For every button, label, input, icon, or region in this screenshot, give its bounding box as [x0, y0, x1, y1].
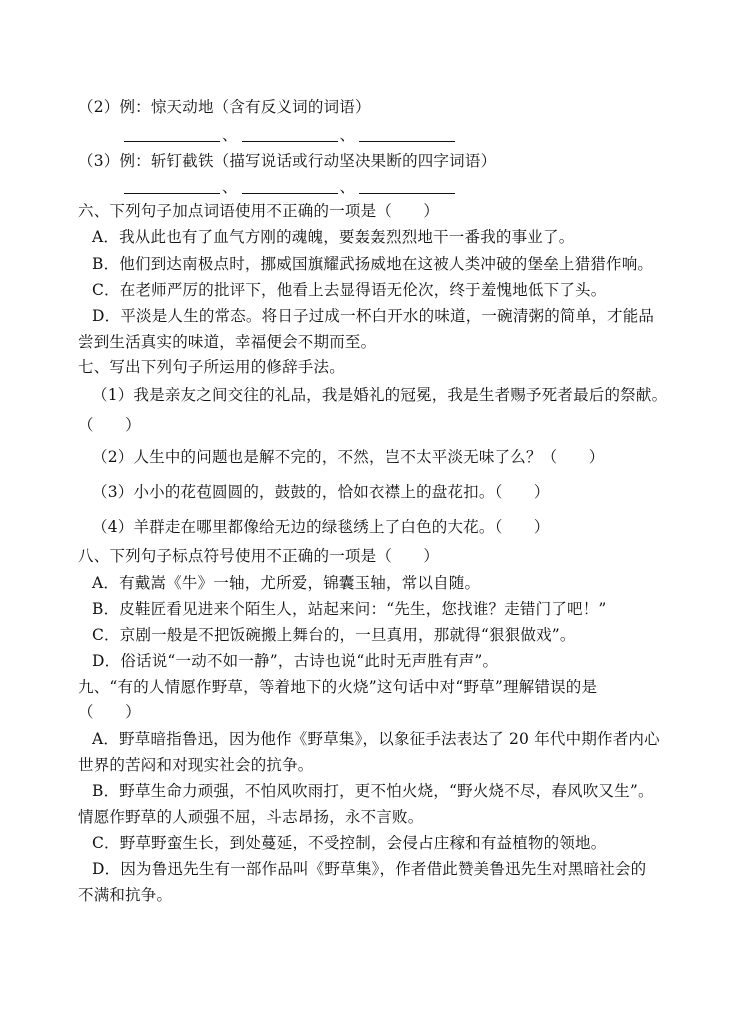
q6-title: 六、下列句子加点词语使用不正确的一项是（ ）: [78, 202, 440, 220]
q7-sentence-1: （1）我是亲友之间交往的礼品，我是婚礼的冠冕，我是生者赐予死者最后的祭献。: [92, 386, 668, 404]
q8-option-c: C．京剧一般是不把饭碗搬上舞台的，一旦真用，那就得“狠狠做戏”。: [92, 626, 576, 644]
answer-blank[interactable]: [359, 141, 455, 142]
q6-option-c: C．在老师严厉的批评下，他看上去显得语无伦次，终于羞愧地低下了头。: [92, 281, 607, 299]
q9-title: 九、“有的人情愿作野草，等着地下的火烧”这句话中对“野草”理解错误的是: [78, 678, 598, 696]
q5-item3: （3）例：斩钉截铁（描写说话或行动坚决果断的四字词语）: [78, 152, 497, 170]
q7-sentence-1-answer: （ ）: [78, 416, 141, 434]
q8-title: 八、下列句子标点符号使用不正确的一项是（ ）: [78, 547, 440, 565]
q9-answer: （ ）: [78, 703, 141, 721]
answer-blank[interactable]: [124, 193, 220, 194]
answer-blank[interactable]: [242, 141, 338, 142]
q9-option-b-line2: 情愿作野草的人顽强不屈，斗志昂扬，永不言败。: [78, 808, 424, 826]
q5-item2: （2）例：惊天动地（含有反义词的词语）: [78, 98, 371, 116]
q8-option-b: B．皮鞋匠看见进来个陌生人，站起来问：“先生，您找谁？走错门了吧！”: [92, 600, 607, 618]
q7-title: 七、写出下列句子所运用的修辞手法。: [78, 358, 345, 376]
answer-blank[interactable]: [359, 193, 455, 194]
q9-option-c: C．野草野蛮生长，到处蔓延，不受控制，会侵占庄稼和有益植物的领地。: [92, 834, 607, 852]
q9-option-d-line1: D．因为鲁迅先生有一部作品叫《野草集》，作者借此赞美鲁迅先生对黑暗社会的: [92, 860, 647, 878]
q5-item2-blanks: 、 、: [124, 125, 455, 145]
q7-sentence-3: （3）小小的花苞圆圆的，鼓鼓的，恰如衣襟上的盘花扣。（ ）: [92, 483, 550, 501]
q5-item3-blanks: 、 、: [124, 177, 455, 197]
q7-sentence-4: （4）羊群走在哪里都像给无边的绿毯绣上了白色的大花。（ ）: [92, 518, 550, 536]
q6-option-d-line1: D．平淡是人生的常态。将日子过成一杯白开水的味道，一碗清粥的简单，才能品: [92, 307, 655, 325]
q9-option-b-line1: B．野草生命力顽强，不怕风吹雨打，更不怕火烧，“野火烧不尽，春风吹又生”。: [92, 782, 654, 800]
q6-option-d-line2: 尝到生活真实的味道，幸福便会不期而至。: [78, 333, 377, 351]
q6-option-a: A．我从此也有了血气方刚的魂魄，要轰轰烈烈地干一番我的事业了。: [92, 228, 575, 246]
q9-option-a-line1: A．野草暗指鲁迅，因为他作《野草集》，以象征手法表达了 20 年代中期作者内心: [92, 730, 660, 748]
q7-sentence-2: （2）人生中的问题也是解不完的，不然，岂不太平淡无味了么？（ ）: [92, 448, 605, 466]
q8-option-d: D．俗话说“一动不如一静”，古诗也说“此时无声胜有声”。: [92, 652, 499, 670]
q9-option-d-line2: 不满和抗争。: [78, 886, 173, 904]
q8-option-a: A．有戴嵩《牛》一轴，尤所爱，锦囊玉轴，常以自随。: [92, 574, 481, 592]
q6-option-b: B．他们到达南极点时，挪威国旗耀武扬威地在这被人类冲破的堡垒上猎猎作响。: [92, 255, 654, 273]
answer-blank[interactable]: [242, 193, 338, 194]
answer-blank[interactable]: [124, 141, 220, 142]
q9-option-a-line2: 世界的苦闷和对现实社会的抗争。: [78, 756, 314, 774]
